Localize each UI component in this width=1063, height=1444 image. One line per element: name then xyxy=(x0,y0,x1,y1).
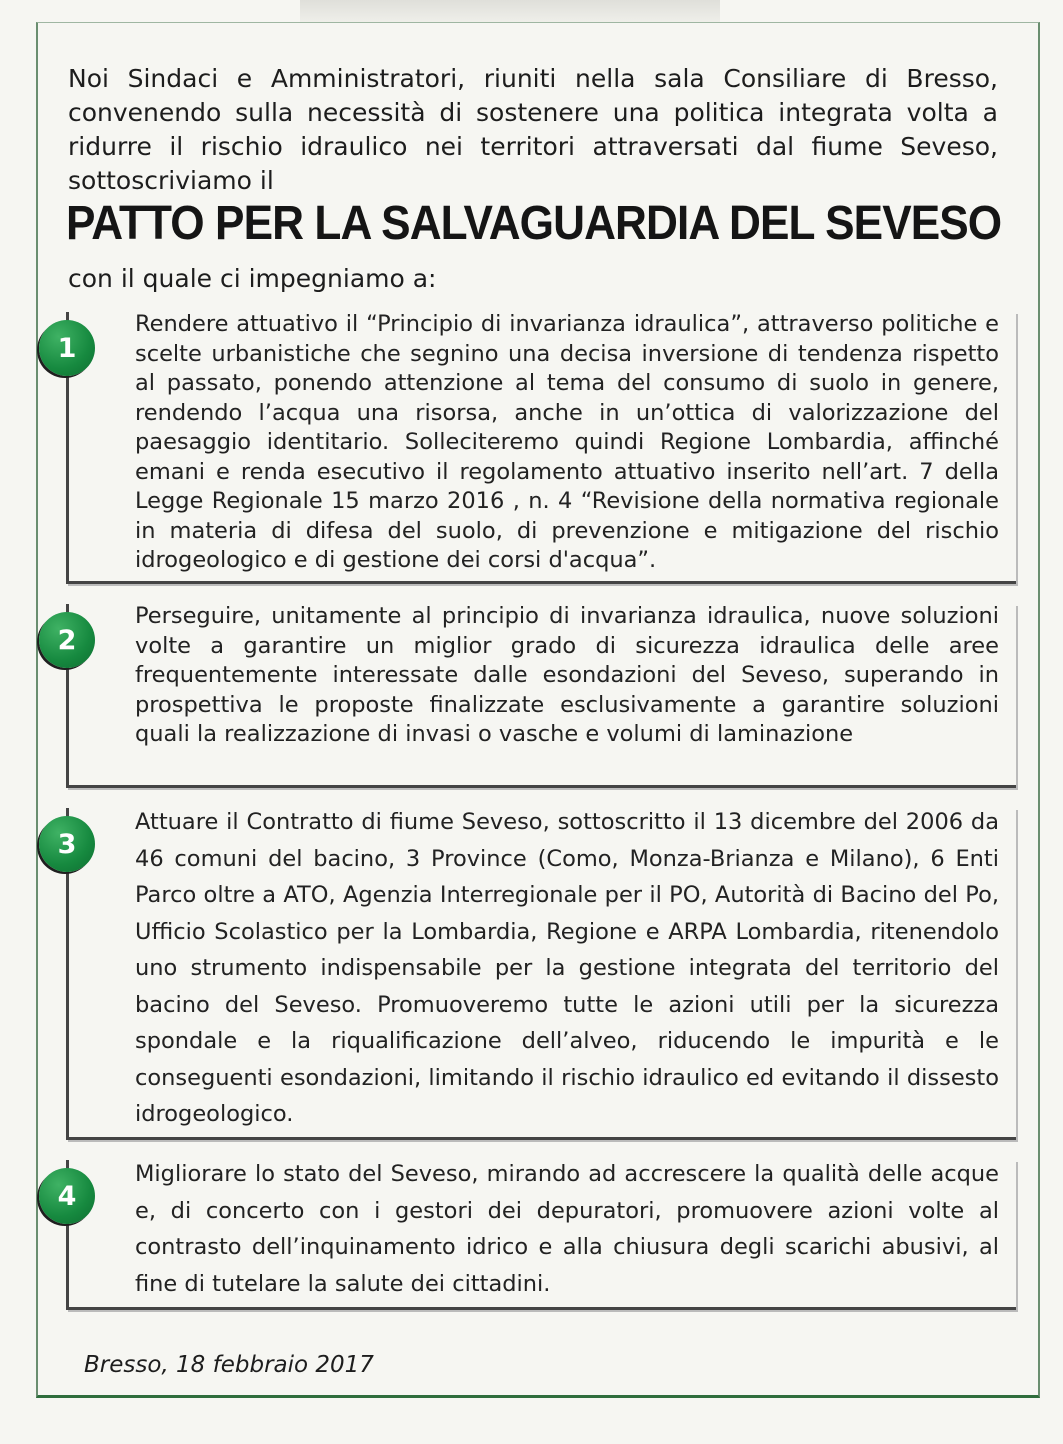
commitment-text-4: Migliorare lo stato del Seveso, mirando ad accrescere la qualità delle acque e, di concerto con i gestori dei depuratori, promuovere azioni volte al contrasto dell’inquinamento idrico e alla chiusura degli scarichi abusivi, al fine di tutelare la salute dei cittadini. xyxy=(135,1161,999,1297)
page-title: PATTO PER LA SALVAGUARDIA DEL SEVESO xyxy=(66,197,1002,250)
intro-paragraph: Noi Sindaci e Amministratori, riuniti nella sala Consiliare di Bresso, convenendo sulla necessità di sostenere una politica integrata volta a ridurre il rischio idraulico nei territori attraversati dal fiume Seveso, sottoscriviamo il xyxy=(68,64,998,195)
lead-text: con il quale ci impegniamo a: xyxy=(68,264,437,293)
number-badge-3: 3 xyxy=(39,816,95,872)
commitment-box-1 xyxy=(57,311,1016,584)
commitment-box-2 xyxy=(57,603,1016,788)
commitment-text-1: Rendere attuativo il “Principio di invarianza idraulica”, attraverso politiche e scelte urbanistiche che segnino una decisa inversione di tendenza rispetto al passato, ponendo attenzione al tema del consumo di suolo in genere, rendendo l’acqua una risorsa, anche in un’ottica di valorizzazione del paesaggio identitario. Solleciteremo quindi Regione Lombardia, affinché emani e renda esecutivo il regolamento attuativo inserito nell’art. 7 della Legge Regionale 15 marzo 2016 , n. 4 “Revisione della normativa regionale in materia di difesa del suolo, di prevenzione e mitigazione del rischio idrogeologico e di gestione dei corsi d'acqua”. xyxy=(135,311,999,573)
top-edge-bleed xyxy=(300,0,720,22)
number-badge-4: 4 xyxy=(39,1168,95,1224)
place-date-signoff: Bresso, 18 febbraio 2017 xyxy=(84,1352,374,1378)
number-badge-1: 1 xyxy=(39,320,95,376)
commitment-box-3 xyxy=(57,808,1016,1140)
commitment-text-2: Perseguire, unitamente al principio di invarianza idraulica, nuove soluzioni volte a garantire un miglior grado di sicurezza idraulica delle aree frequentemente interessate dalle esondazioni del Seveso, superando in prospettiva le proposte finalizzate esclusivamente a garantire soluzioni quali la realizzazione di invasi o vasche e volumi di laminazione xyxy=(135,603,999,747)
number-badge-2: 2 xyxy=(39,612,95,668)
commitment-text-3: Attuare il Contratto di fiume Seveso, sottoscritto il 13 dicembre del 2006 da 46 comuni del bacino, 3 Province (Como, Monza-Brianza e Milano), 6 Enti Parco oltre a ATO, Agenzia Interregionale per il PO, Autorità di Bacino del Po, Ufficio Scolastico per la Lombardia, Regione e ARPA Lombardia, ritenendolo uno strumento indispensabile per la gestione integrata del territorio del bacino del Seveso. Promuoveremo tutte le azioni utili per la sicurezza spondale e la riqualificazione dell’alveo, riducendo le impurità e le conseguenti esondazioni, limitando il rischio idraulico ed evitando il dissesto idrogeologico. xyxy=(135,809,999,1127)
commitment-box-4 xyxy=(57,1160,1016,1310)
